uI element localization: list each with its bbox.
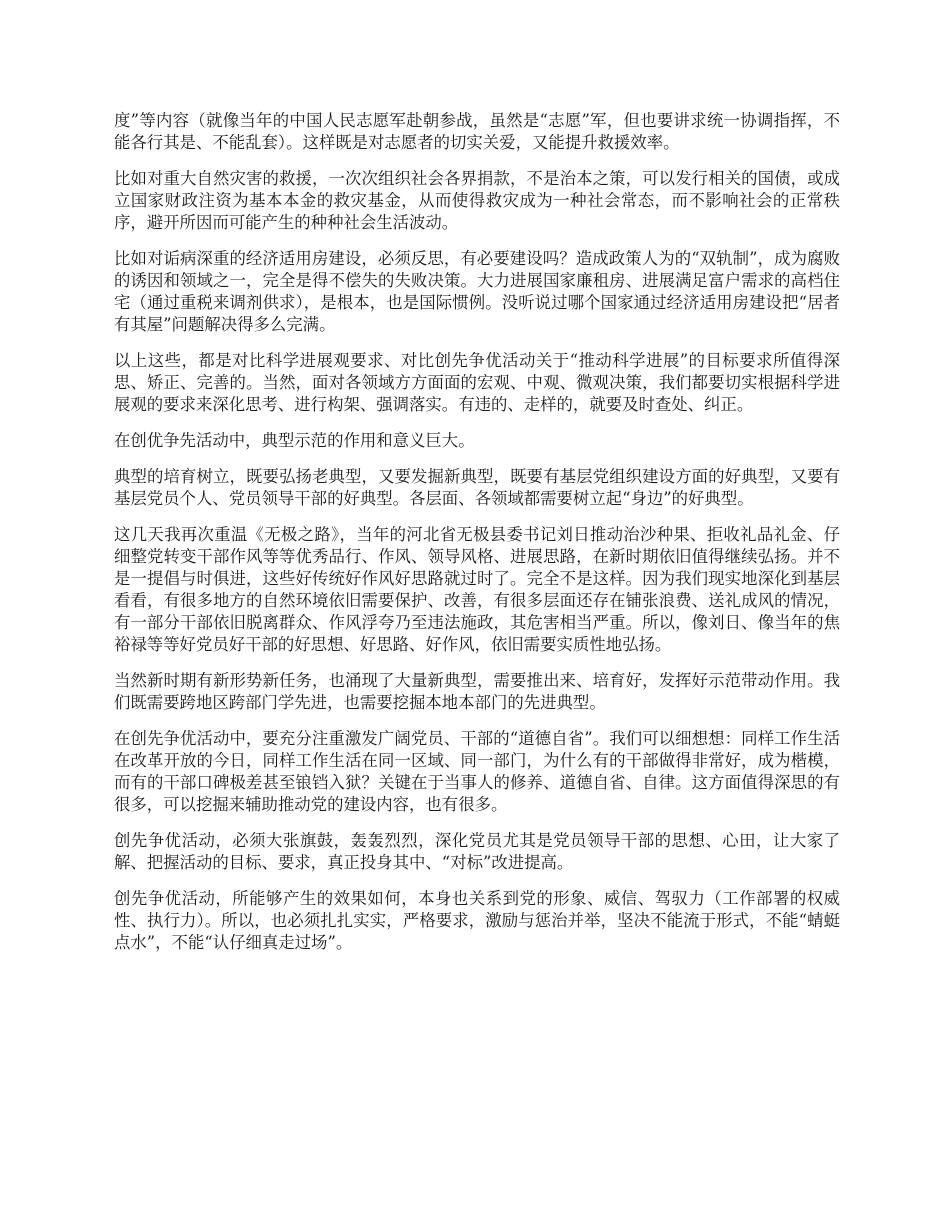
paragraph: 在创先争优活动中，要充分注重激发广阔党员、干部的“道德自省”。我们可以细想想：同样工作生活在改革开放的今日，同样工作生活在同一区域、同一部门，为什么有的干部做得非常好，成为楷模，而有的干部口碑极差甚至锒铛入狱？关键在于当事人的修养、道德自省、自律。这方面值得深思的有很多，可以挖掘来辅助推动党的建设内容，也有很多。 bbox=[114, 729, 840, 814]
paragraph: 创先争优活动，所能够产生的效果如何，本身也关系到党的形象、威信、驾驭力（工作部署的权威性、执行力）。所以，也必须扎扎实实，严格要求，激励与惩治并举，坚决不能流于形式，不能“蜻蜓点水”，不能“认仔细真走过场”。 bbox=[114, 889, 840, 952]
paragraph: 比如对诟病深重的经济适用房建设，必须反思，有必要建设吗？造成政策人为的“双轨制”，成为腐败的诱因和领域之一，完全是得不偿失的失败决策。大力进展国家廉租房、进展满足富户需求的高档住宅（通过重税来调剂供求），是根本，也是国际惯例。没听说过哪个国家通过经济适用房建设把“居者有其屋”问题解决得多么完满。 bbox=[114, 249, 840, 334]
paragraph: 典型的培育树立，既要弘扬老典型，又要发掘新典型，既要有基层党组织建设方面的好典型，又要有基层党员个人、党员领导干部的好典型。各层面、各领域都需要树立起“身边”的好典型。 bbox=[114, 467, 840, 508]
paragraph: 当然新时期有新形势新任务，也涌现了大量新典型，需要推出来、培育好，发挥好示范带动作用。我们既需要跨地区跨部门学先进，也需要挖掘本地本部门的先进典型。 bbox=[114, 671, 840, 712]
paragraph: 以上这些，都是对比科学进展观要求、对比创先争优活动关于“推动科学进展”的目标要求所值得深思、矫正、完善的。当然，面对各领域方方面面的宏观、中观、微观决策，我们都要切实根据科学进展观的要求来深化思考、进行构架、强调落实。有违的、走样的，就要及时查处、纠正。 bbox=[114, 351, 840, 414]
paragraph: 在创优争先活动中，典型示范的作用和意义巨大。 bbox=[114, 431, 475, 450]
paragraph: 比如对重大自然灾害的救援，一次次组织社会各界捐款，不是治本之策，可以发行相关的国债，或成立国家财政注资为基本本金的救灾基金，从而使得救灾成为一种社会常态，而不影响社会的正常秩序，避开所因而可能产生的种种社会生活波动。 bbox=[114, 169, 840, 232]
paragraph: 度”等内容（就像当年的中国人民志愿军赴朝参战，虽然是“志愿”军，但也要讲求统一协调指挥，不能各行其是、不能乱套）。这样既是对志愿者的切实关爱，又能提升救援效率。 bbox=[114, 111, 840, 152]
document-body bbox=[114, 110, 840, 968]
paragraph: 这几天我再次重温《无极之路》，当年的河北省无极县委书记刘日推动治沙种果、拒收礼品礼金、仔细整党转变干部作风等等优秀品行、作风、领导风格、进展思路，在新时期依旧值得继续弘扬。并不是一提倡与时俱进，这些好传统好作风好思路就过时了。完全不是这样。因为我们现实地深化到基层看看，有很多地方的自然环境依旧需要保护、改善，有很多层面还存在铺张浪费、送礼成风的情况，有一部分干部依旧脱离群众、作风浮夸乃至违法施政，其危害相当严重。所以，像刘日、像当年的焦裕禄等等好党员好干部的好思想、好思路、好作风，依旧需要实质性地弘扬。 bbox=[114, 525, 840, 654]
paragraph: 创先争优活动，必须大张旗鼓，轰轰烈烈，深化党员尤其是党员领导干部的思想、心田，让大家了解、把握活动的目标、要求，真正投身其中、“对标”改进提高。 bbox=[114, 831, 840, 872]
